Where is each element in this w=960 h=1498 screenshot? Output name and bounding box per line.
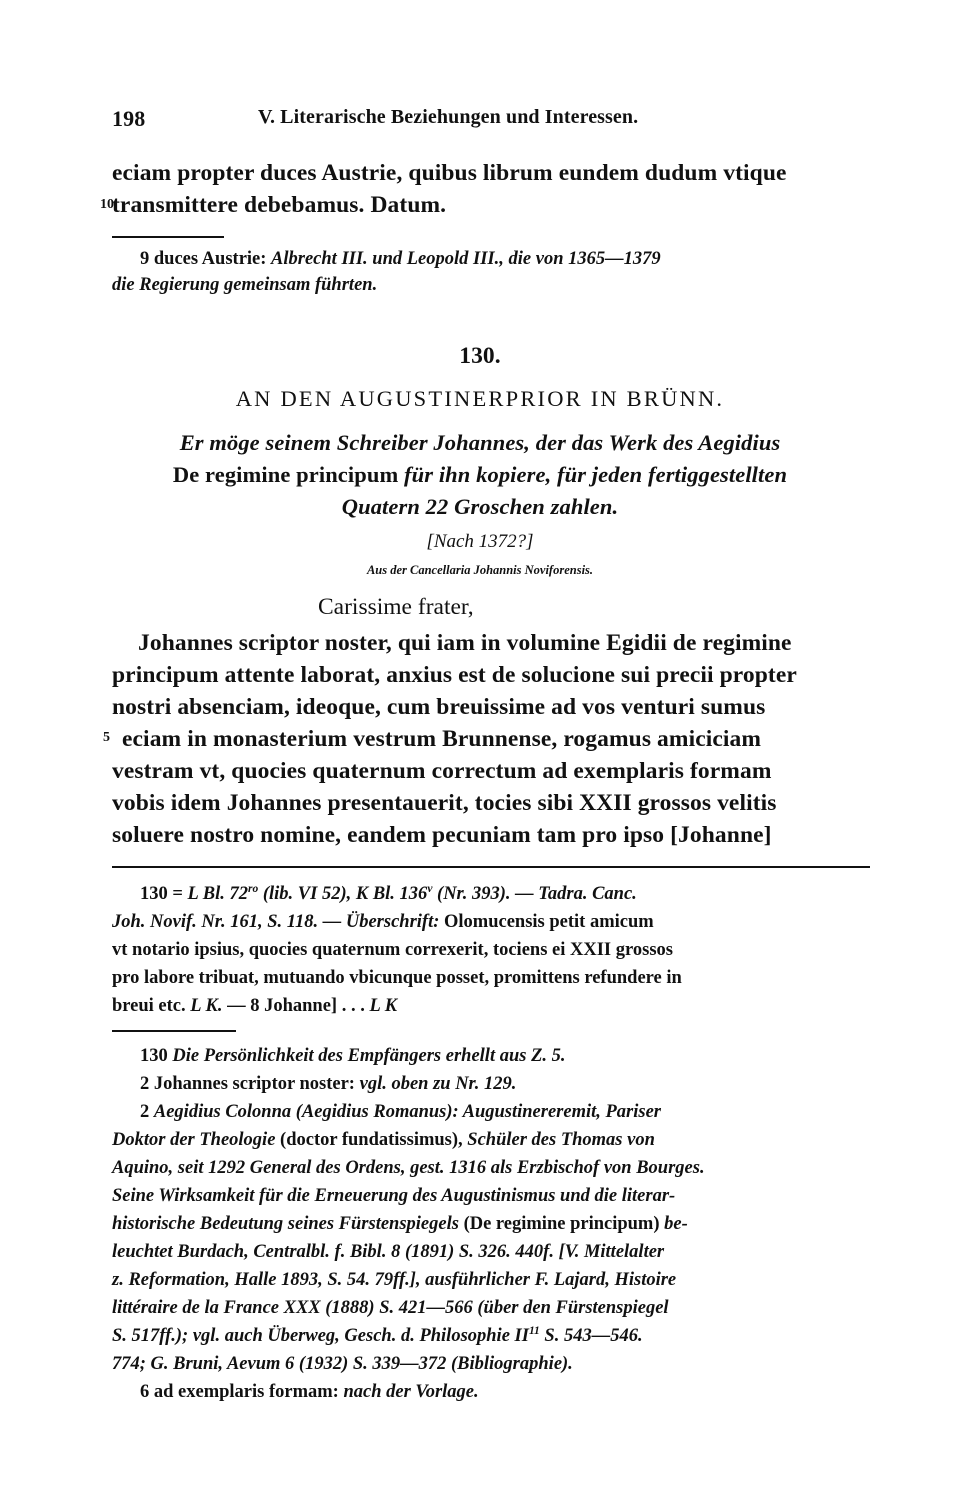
- commentary-line-8: leuchtet Burdach, Centralbl. f. Bibl. 8 (1891) S. 326. 440f. [V. Mittelalter: [112, 1242, 665, 1262]
- regest-text: für ihn kopiere, für jeden fertiggestellten: [404, 462, 788, 487]
- continuation-line-1: eciam propter duces Austrie, quibus librum eundem dudum vtique: [112, 160, 787, 186]
- commentary-line-5: Aquino, seit 1292 General des Ordens, gest. 1316 als Erzbischof von Bourges.: [112, 1158, 705, 1178]
- note-separator-rule: [112, 236, 224, 238]
- commentary-line-7: historische Bedeutung seines Fürstenspiegels (De regimine principum) be-: [112, 1214, 688, 1234]
- body-line-1: Johannes scriptor noster, qui iam in volumine Egidii de regimine: [138, 630, 792, 656]
- regest-line-1: Er möge seinem Schreiber Johannes, der das Werk des Aegidius: [179, 430, 781, 455]
- body-line-6: vobis idem Johannes presentauerit, tocies sibi XXII grossos velitis: [112, 790, 777, 816]
- continuation-line-2: transmittere debebamus. Datum.: [112, 192, 447, 218]
- commentary-line-1: 130 Die Persönlichkeit des Empfängers erhellt aus Z. 5.: [140, 1046, 566, 1066]
- regest-line-2: [0, 462, 960, 488]
- commentary-line-10: littéraire de la France XXX (1888) S. 421—566 (über den Fürstenspiegel: [112, 1298, 669, 1318]
- regest-work-title: De regimine principum: [172, 462, 405, 487]
- regest-line-3: Quatern 22 Groschen zahlen.: [341, 494, 619, 519]
- commentary-separator-rule: [112, 1030, 236, 1032]
- apparatus-line-2: Joh. Novif. Nr. 161, S. 118. — Überschrift: Olomucensis petit amicum: [112, 912, 654, 932]
- body-line-2: principum attente laborat, anxius est de solucione sui precii propter: [112, 662, 797, 688]
- top-note-line-1: [140, 249, 661, 270]
- top-note-lemma: 9 duces Austrie:: [140, 249, 272, 269]
- document-date: [Nach 1372?]: [426, 531, 534, 552]
- commentary-line-13: 6 ad exemplaris formam: nach der Vorlage.: [140, 1382, 479, 1402]
- body-line-3: nostri absenciam, ideoque, cum breuissime ad vos venturi sumus: [112, 694, 766, 720]
- page-number: 198: [112, 106, 146, 131]
- salutation: Carissime frater,: [318, 594, 474, 620]
- commentary-line-3: 2 Aegidius Colonna (Aegidius Romanus): Augustinereremit, Pariser: [140, 1102, 662, 1122]
- commentary-line-6: Seine Wirksamkeit für die Erneuerung des Augustinismus und die literar-: [112, 1186, 676, 1206]
- top-note-text: Albrecht III. und Leopold III., die von 1365—1379: [271, 249, 661, 269]
- running-title: V. Literarische Beziehungen und Interessen.: [258, 106, 639, 128]
- commentary-line-9: z. Reformation, Halle 1893, S. 54. 79ff.], ausführlicher F. Lajard, Histoire: [112, 1270, 677, 1290]
- body-line-5: vestram vt, quocies quaternum correctum ad exemplaris formam: [112, 758, 772, 784]
- document-number: 130.: [459, 343, 501, 369]
- commentary-line-12: 774; G. Bruni, Aevum 6 (1932) S. 339—372 (Bibliographie).: [112, 1354, 573, 1374]
- body-line-4: eciam in monasterium vestrum Brunnense, rogamus amiciciam: [122, 726, 762, 752]
- commentary-line-4: Doktor der Theologie (doctor fundatissimus), Schüler des Thomas von: [112, 1130, 655, 1150]
- line-number-5: 5: [103, 730, 110, 745]
- apparatus-line-3: vt notario ipsius, quocies quaternum correxerit, tociens ei XXII grossos: [112, 940, 673, 960]
- document-source: Aus der Cancellaria Johannis Noviforensis.: [366, 563, 594, 577]
- apparatus-line-4: pro labore tribuat, mutuando vbicunque posset, promittens refundere in: [112, 968, 682, 988]
- apparatus-line-5: breui etc. L K. — 8 Johanne] . . . L K: [112, 996, 398, 1016]
- line-number-10: 10: [100, 197, 114, 212]
- top-note-line-2: die Regierung gemeinsam führten.: [112, 275, 378, 295]
- commentary-line-2: 2 Johannes scriptor noster: vgl. oben zu Nr. 129.: [140, 1074, 517, 1094]
- body-line-7: soluere nostro nomine, eandem pecuniam tam pro ipso [Johanne]: [112, 822, 772, 848]
- document-title: AN DEN AUGUSTINERPRIOR IN BRÜNN.: [235, 386, 725, 411]
- apparatus-rule: [112, 866, 870, 868]
- apparatus-line-1: 130 = L Bl. $72^{ro}$ (lib. VI 52), K Bl. 136$^v$ (Nr. 393). — Tadra. Canc.: [140, 882, 637, 904]
- commentary-line-11: S. 517ff.); vgl. auch Überweg, Gesch. d. Philosophie II$^{11}$ S. 543—546.: [112, 1324, 643, 1346]
